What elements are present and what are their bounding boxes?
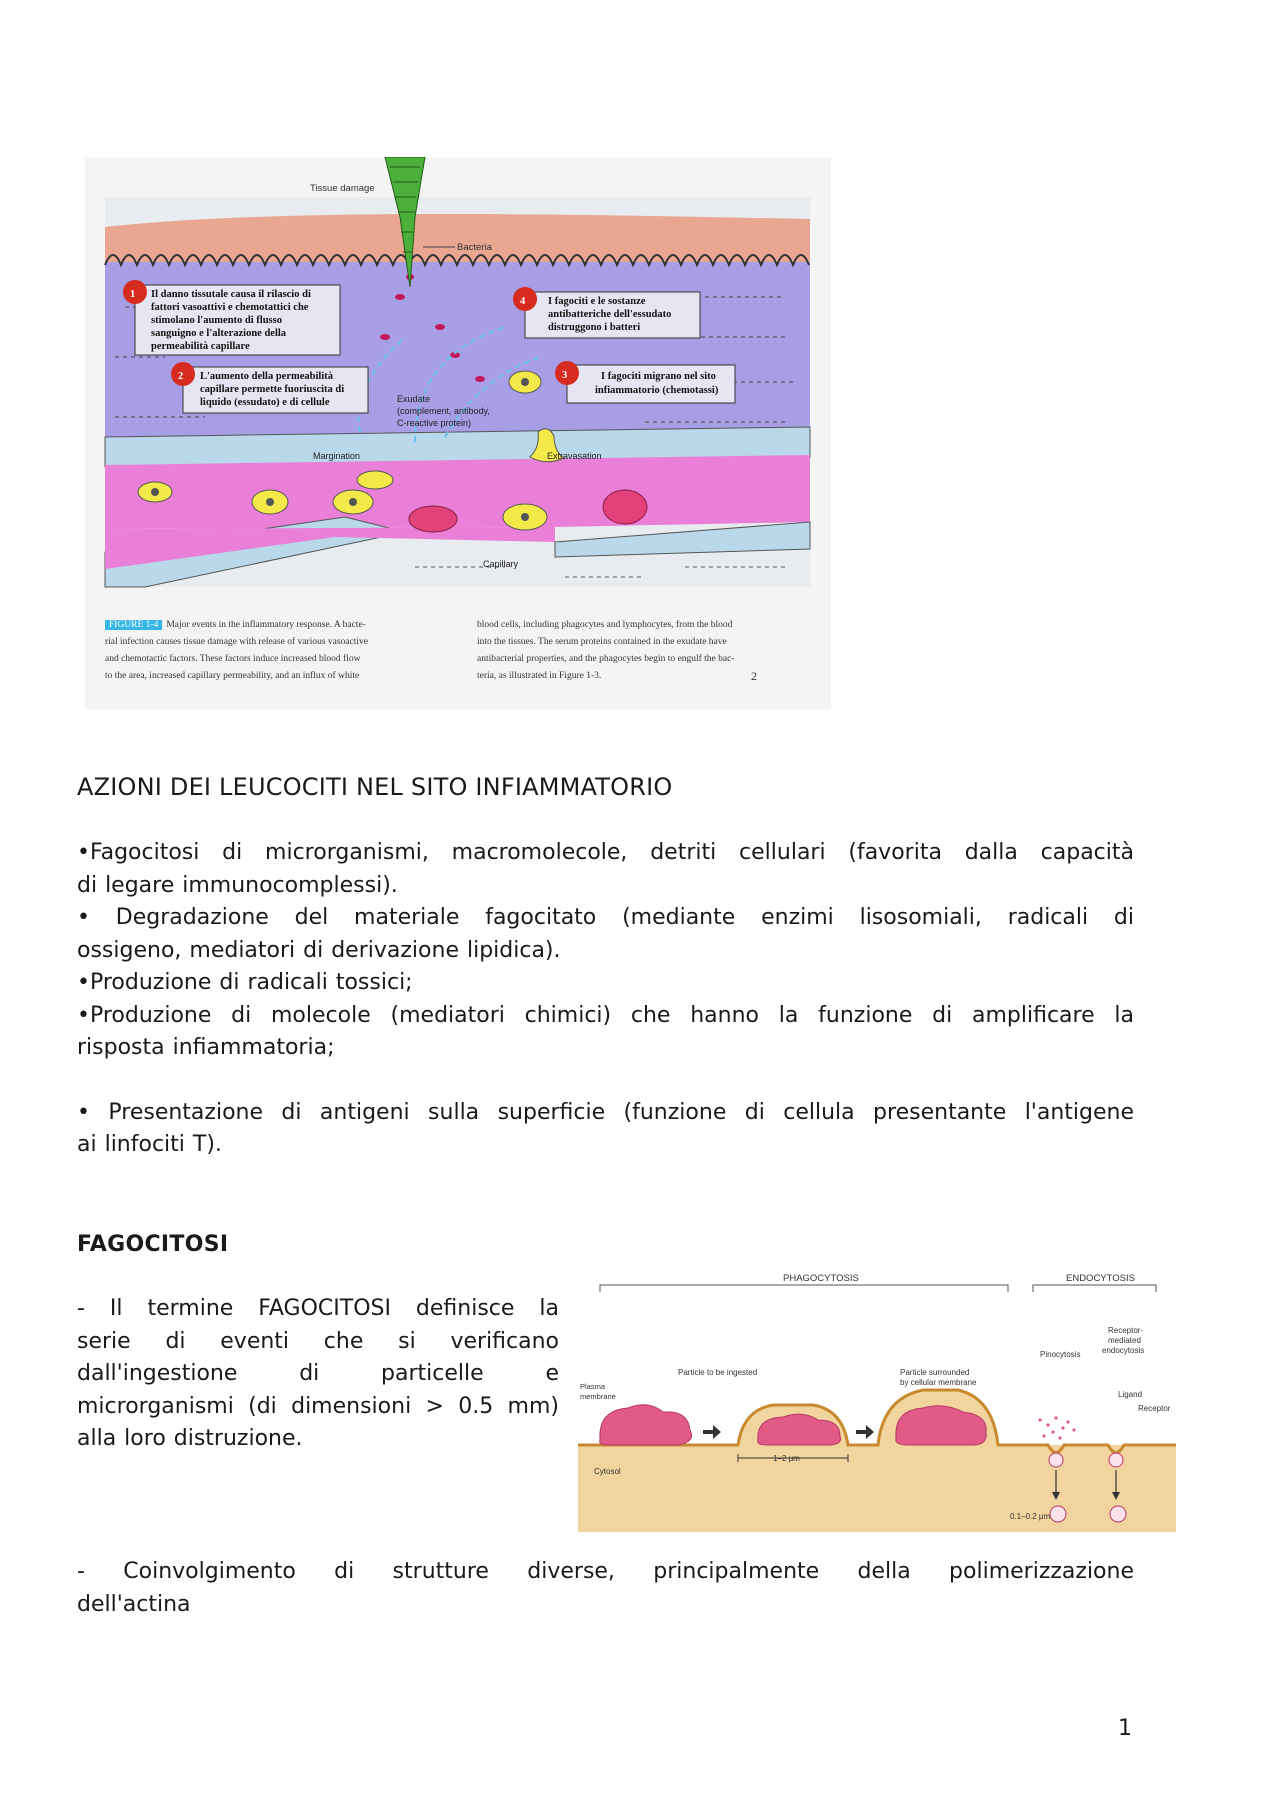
list-line: • Degradazione del materiale fagocitato (mediante enzimi lisosomiali, radicali di	[77, 905, 1134, 930]
svg-text:1–2 μm: 1–2 μm	[773, 1454, 800, 1463]
svg-text:liquido (essudato) e di cellul: liquido (essudato) e di cellule	[200, 397, 330, 408]
list-line: risposta infiammatoria;	[77, 1035, 335, 1060]
svg-text:fattori vasoattivi e chemotatt: fattori vasoattivi e chemotattici che	[151, 302, 309, 313]
svg-text:mediated: mediated	[1108, 1336, 1141, 1345]
svg-text:4: 4	[520, 296, 526, 307]
list-line: di legare immunocomplessi).	[77, 872, 398, 898]
fagocitosi-definition: - Il termine FAGOCITOSI definisce la serie di eventi che si verificano dall'ingestione di particelle e microrganismi (di dimensioni > 0.5 mm) alla loro distruzione.	[77, 1296, 559, 1451]
svg-text:L'aumento della permeabilità: L'aumento della permeabilità	[200, 371, 333, 382]
label-bacteria: Bacteria	[457, 242, 492, 253]
page-number: 1	[1118, 1716, 1132, 1741]
svg-text:capillare permette fuoriuscita: capillare permette fuoriuscita di	[200, 384, 345, 395]
section-title-azioni: AZIONI DEI LEUCOCITI NEL SITO INFIAMMATORIO	[77, 773, 673, 801]
svg-text:I fagociti migrano nel sito: I fagociti migrano nel sito	[601, 371, 716, 382]
label-cytosol: Cytosol	[594, 1467, 621, 1476]
svg-text:permeabilità capillare: permeabilità capillare	[151, 341, 250, 352]
svg-text:membrane: membrane	[580, 1392, 616, 1401]
step-4-box	[513, 287, 700, 338]
svg-text:antibatteriche dell'essudato: antibatteriche dell'essudato	[548, 309, 672, 320]
svg-text:infiammatorio (chemotassi): infiammatorio (chemotassi)	[595, 385, 719, 396]
label-receptor: Receptor	[1138, 1404, 1171, 1413]
label-phagocytosis: PHAGOCYTOSIS	[783, 1273, 859, 1284]
cytosol	[578, 1445, 1176, 1532]
svg-text:I fagociti e le sostanze: I fagociti e le sostanze	[548, 296, 646, 307]
caption-tag: FIGURE 1-4	[105, 620, 162, 630]
label-capillary: Capillary	[483, 559, 519, 569]
list-line: • Presentazione di antigeni sulla superficie (funzione di cellula presentante l'antigene	[77, 1099, 1134, 1125]
section1-list	[77, 837, 1134, 1162]
svg-text:stimolano l'aumento di flusso: stimolano l'aumento di flusso	[151, 315, 282, 326]
list-line: ai linfociti T).	[77, 1132, 222, 1157]
svg-text:0.1–0.2 μm: 0.1–0.2 μm	[1010, 1512, 1051, 1521]
svg-text:endocytosis: endocytosis	[1102, 1346, 1145, 1355]
label-exudate: Exudate	[397, 394, 431, 404]
label-pinocytosis: Pinocytosis	[1040, 1350, 1081, 1359]
label-ligand: Ligand	[1118, 1390, 1143, 1399]
epithelium	[105, 214, 810, 267]
phagocytosis-figure	[578, 1270, 1176, 1532]
phagocytosis-diagram	[578, 1270, 1176, 1532]
label-margination: Margination	[313, 451, 361, 461]
list-line: ossigeno, mediatori di derivazione lipidica).	[77, 937, 561, 963]
list-line: •Fagocitosi di microrganismi, macromolecole, detriti cellulari (favorita dalla capacità	[77, 840, 1134, 865]
svg-text:Il danno tissutale causa il ri: Il danno tissutale causa il rilascio di	[151, 289, 311, 300]
step-1-box	[123, 280, 340, 355]
label-extravasation: Extravasation	[547, 451, 602, 461]
svg-text:C-reactive protein): C-reactive protein)	[397, 418, 472, 428]
inflammation-figure	[85, 157, 831, 709]
list-line: •Produzione di molecole (mediatori chimici) che hanno la funzione di amplificare la	[77, 1002, 1134, 1028]
label-plasma-membrane: Plasma	[580, 1382, 606, 1391]
caption-left: FIGURE 1-4 Major events in the inflammatory response. A bacte- rial infection causes tissue damage with release of various vasoactive and chemotactic factors. These factors induce increased blood flow to the area, increased capillary permeability, and an influx of white	[105, 620, 368, 681]
step-3-box	[555, 361, 735, 403]
caption-right: blood cells, including phagocytes and lymphocytes, from the blood into the tissues. The serum proteins contained in the exudate have antibacterial properties, and the phagocytes begin to engulf the bac- teria, as illustrated in Figure 1-3. 2	[477, 620, 757, 683]
svg-text:1: 1	[130, 289, 136, 300]
label-endocytosis: ENDOCYTOSIS	[1066, 1273, 1135, 1284]
label-particle-ingested: Particle to be ingested	[678, 1368, 758, 1377]
fagocitosi-actin: - Coinvolgimento di strutture diverse, principalmente della polimerizzazione dell'actina	[77, 1559, 1134, 1617]
step-2-box	[171, 362, 368, 413]
label-receptor-mediated: Receptor-	[1108, 1326, 1144, 1335]
list-line: •Produzione di radicali tossici;	[77, 970, 413, 995]
svg-text:by cellular membrane: by cellular membrane	[900, 1378, 977, 1387]
svg-text:distruggono i batteri: distruggono i batteri	[548, 322, 641, 333]
caption-page: 2	[751, 669, 757, 683]
svg-text:(complement, antibody,: (complement, antibody,	[397, 406, 490, 416]
section-title-fagocitosi: FAGOCITOSI	[77, 1232, 229, 1257]
svg-text:Particle surrounded: Particle surrounded	[900, 1368, 970, 1377]
svg-text:sanguigno e l'alterazione dell: sanguigno e l'alterazione della	[151, 328, 287, 339]
svg-text:3: 3	[562, 370, 568, 381]
label-tissue-damage: Tissue damage	[310, 183, 375, 194]
capillary-lumen	[105, 455, 810, 529]
svg-text:2: 2	[178, 371, 184, 382]
